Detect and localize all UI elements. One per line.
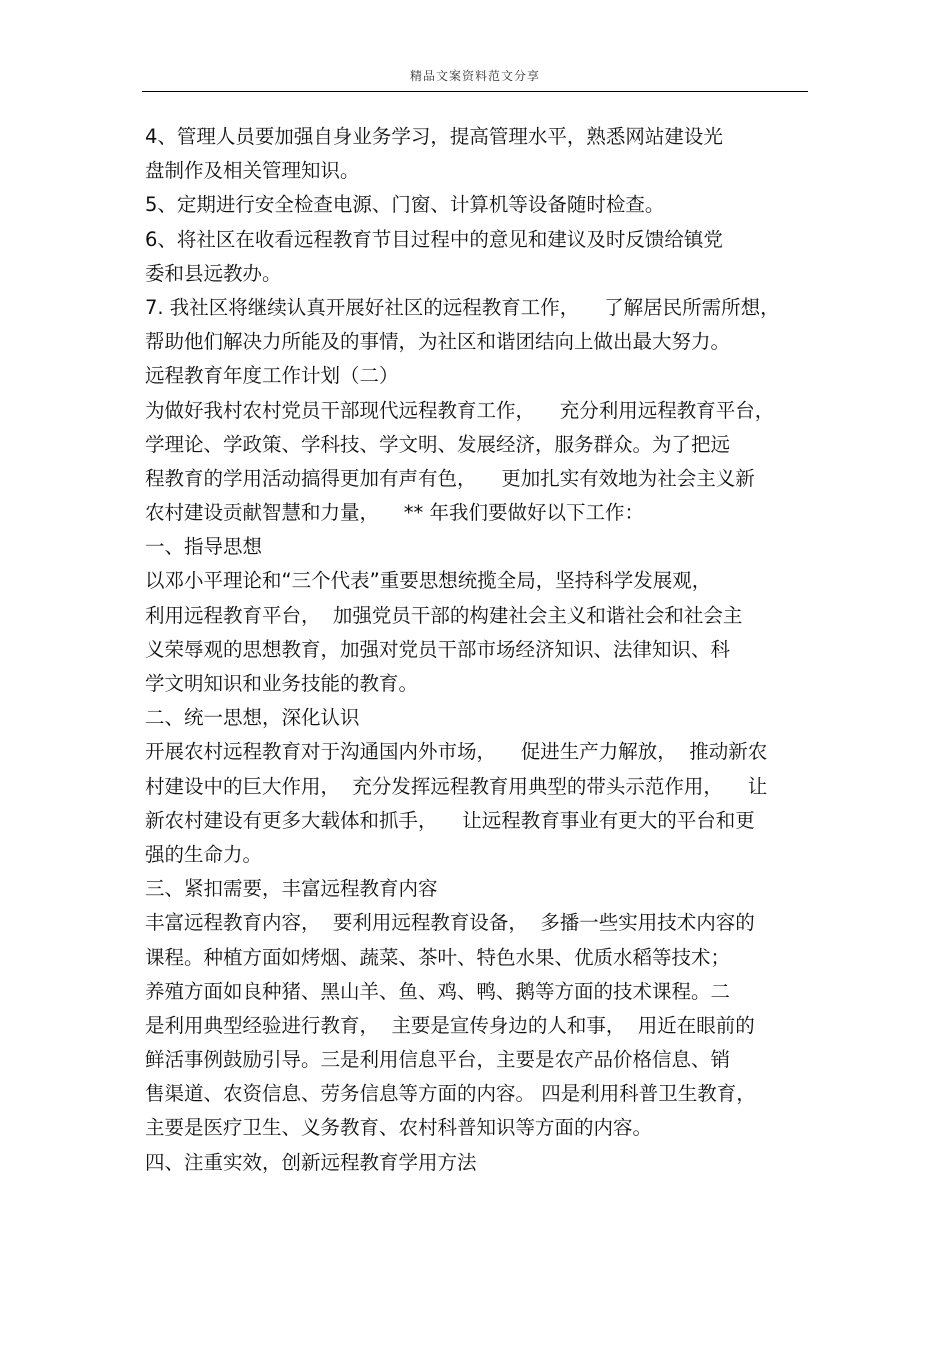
text-line: 盘制作及相关管理知识。 <box>145 159 360 183</box>
text-line: 鲜活事例鼓励引导。三是利用信息平台，主要是农产品价格信息、销 <box>145 1048 731 1072</box>
section-heading: 一、指导思想 <box>145 535 263 559</box>
section-heading: 四、注重实效，创新远程教育学用方法 <box>145 1150 477 1174</box>
section-title: 远程教育年度工作计划（二） <box>145 364 399 388</box>
text-line: 学理论、学政策、学科技、学文明、发展经济，服务群众。为了把远 <box>145 432 731 456</box>
text-line: 村建设中的巨大作用， 充分发挥远程教育用典型的带头示范作用， 让 <box>145 774 768 798</box>
text-line: 为做好我村农村党员干部现代远程教育工作， 充分利用远程教育平台， <box>145 398 775 422</box>
text-line: 售渠道、农资信息、劳务信息等方面的内容。 四是利用科普卫生教育， <box>145 1082 756 1106</box>
text-line: 帮助他们解决力所能及的事情，为社区和谐团结向上做出最大努力。 <box>145 330 731 354</box>
text-line: 程教育的学用活动搞得更加有声有色， 更加扎实有效地为社会主义新 <box>145 466 755 490</box>
section-heading: 三、紧扣需要，丰富远程教育内容 <box>145 877 438 901</box>
text-line: 养殖方面如良种猪、黑山羊、鱼、鸡、鸭、鹅等方面的技术课程。二 <box>145 979 731 1003</box>
page-header: 精品文案资料范文分享 <box>409 69 540 83</box>
text-line: 学文明知识和业务技能的教育。 <box>145 672 419 695</box>
text-line: 强的生命力。 <box>145 842 263 866</box>
text-line: 义荣辱观的思想教育，加强对党员干部市场经济知识、法律知识、科 <box>145 637 731 661</box>
text-line: 5、定期进行安全检查电源、门窗、计算机等设备随时检查。 <box>145 193 665 217</box>
text-line: 丰富远程教育内容， 要利用远程教育设备， 多播一些实用技术内容的 <box>145 911 755 935</box>
text-line: 新农村建设有更多大载体和抓手， 让远程教育事业有更大的平台和更 <box>145 808 755 832</box>
text-line: 委和县远教办。 <box>145 261 282 285</box>
section-heading: 二、统一思想，深化认识 <box>145 706 360 730</box>
text-line: 7. 我社区将继续认真开展好社区的远程教育工作， 了解居民所需所想， <box>145 295 780 319</box>
text-line: 开展农村远程教育对于沟通国内外市场， 促进生产力解放， 推动新农 <box>145 740 768 764</box>
text-line: 是利用典型经验进行教育， 主要是宣传身边的人和事， 用近在眼前的 <box>145 1013 755 1037</box>
text-line: 农村建设贡献智慧和力量， ** 年我们要做好以下工作： <box>145 501 644 525</box>
header-divider <box>142 91 808 92</box>
text-line: 主要是医疗卫生、义务教育、农村科普知识等方面的内容。 <box>145 1116 653 1140</box>
text-line: 6、将社区在收看远程教育节目过程中的意见和建议及时反馈给镇党 <box>145 227 723 251</box>
text-line: 利用远程教育平台， 加强党员干部的构建社会主义和谐社会和社会主 <box>145 603 743 627</box>
text-line: 课程。种植方面如烤烟、蔬菜、茶叶、特色水果、优质水稻等技术； <box>145 945 731 969</box>
text-line: 以邓小平理论和“三个代表”重要思想统揽全局，坚持科学发展观， <box>145 569 712 593</box>
document-body <box>145 120 817 1180</box>
text-line: 4、管理人员要加强自身业务学习，提高管理水平，熟悉网站建设光 <box>145 125 723 148</box>
